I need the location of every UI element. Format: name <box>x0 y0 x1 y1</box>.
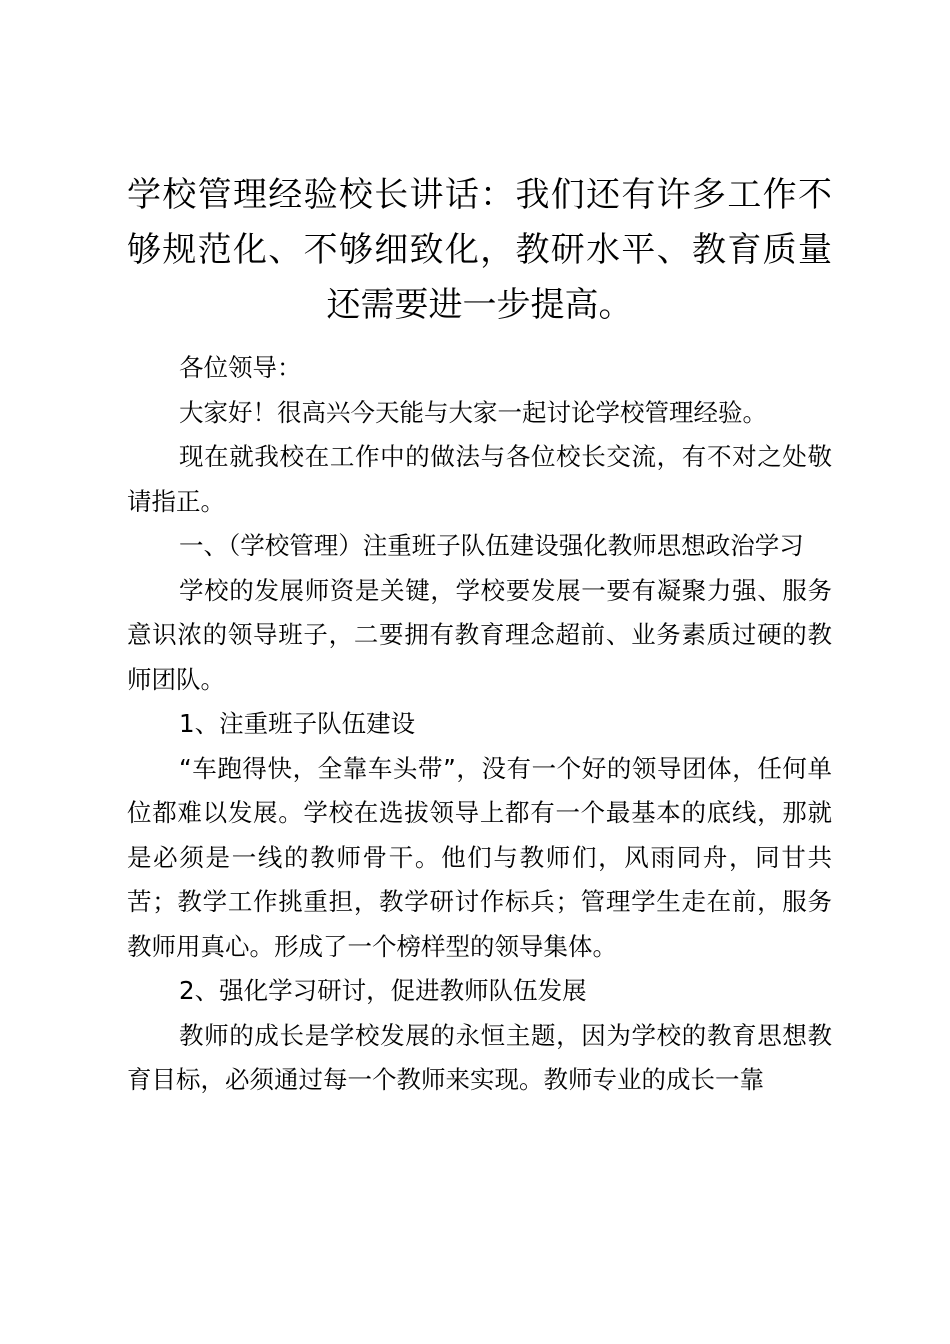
greeting-paragraph: 大家好！很高兴今天能与大家一起讨论学校管理经验。 <box>179 397 767 427</box>
body-paragraph: “车跑得快，全靠车头带”，没有一个好的领导团体，任何单位都难以发展。学校在选拔领导上都有一个最基本的底线，那就是必须是一线的教师骨干。他们与教师们，风雨同舟，同甘共苦；教学工作挑重担，教学研讨作标兵；管理学生走在前，服务教师用真心。形成了一个榜样型的领导集体。 <box>127 753 832 961</box>
document-title: 学校管理经验校长讲话：我们还有许多工作不够规范化、不够细致化，教研水平、教育质量还需要进一步提高。 <box>127 175 832 325</box>
body-paragraph: 学校的发展师资是关键，学校要发展一要有凝聚力强、服务意识浓的领导班子，二要拥有教育理念超前、业务素质过硬的教师团队。 <box>127 575 832 694</box>
subsection-heading-2: 2、强化学习研讨，促进教师队伍发展 <box>179 976 587 1005</box>
section-heading-1: 一、（学校管理）注重班子队伍建设强化教师思想政治学习 <box>179 531 804 560</box>
subsection-heading-1: 1、注重班子队伍建设 <box>179 709 416 738</box>
intro-paragraph: 现在就我校在工作中的做法与各位校长交流，有不对之处敬请指正。 <box>127 442 832 516</box>
body-paragraph: 教师的成长是学校发展的永恒主题，因为学校的教育思想教育目标，必须通过每一个教师来实现。教师专业的成长一靠 <box>127 1020 832 1094</box>
document-body <box>127 346 832 1103</box>
salutation: 各位领导： <box>179 353 302 382</box>
